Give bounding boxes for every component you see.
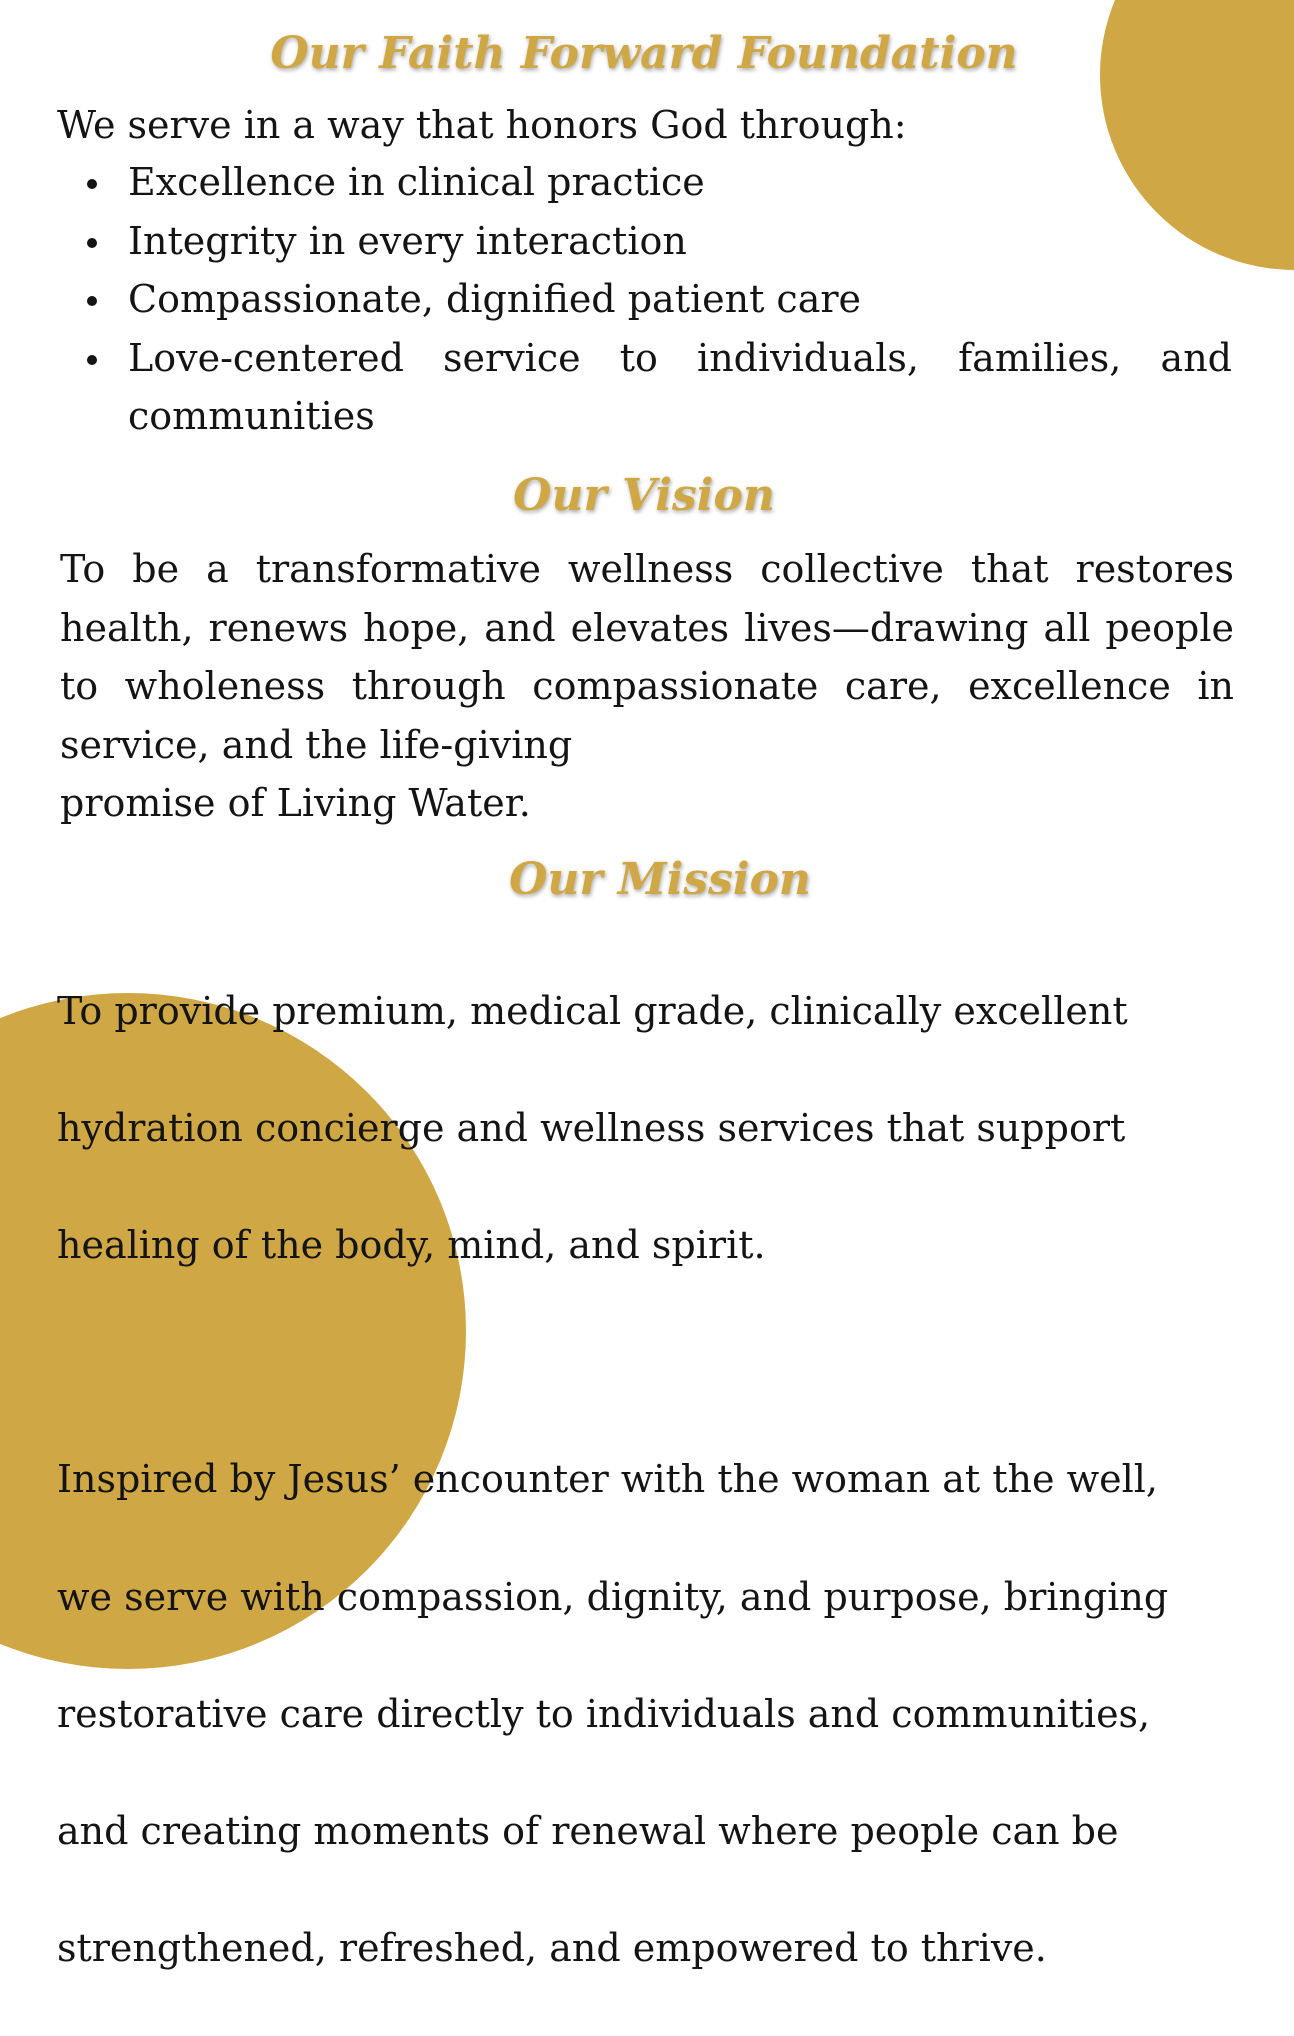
mission-line: Inspired by Jesus’ encounter with the woman at the well, <box>57 1457 1158 1502</box>
mission-paragraph <box>57 923 1257 2036</box>
foundation-intro: We serve in a way that honors God through: <box>57 103 907 147</box>
list-item: Love-centered service to individuals, families, and communities <box>57 329 1232 446</box>
mission-line: healing of the body, mind, and spirit. <box>57 1222 766 1267</box>
foundation-values-list <box>57 153 1232 446</box>
foundation-heading: Our Faith Forward Foundation <box>270 28 1018 79</box>
list-item: Excellence in clinical practice <box>57 153 1232 212</box>
mission-line <box>57 1333 1257 1392</box>
mission-line: restorative care directly to individuals and communities, <box>57 1691 1151 1736</box>
vision-paragraph <box>60 540 1234 833</box>
mission-line: To provide premium, medical grade, clinically excellent <box>57 988 1128 1033</box>
mission-heading: Our Mission <box>509 854 811 905</box>
list-item: Integrity in every interaction <box>57 212 1232 271</box>
list-item: Compassionate, dignified patient care <box>57 270 1232 329</box>
vision-text-end: promise of Living Water. <box>60 781 531 826</box>
mission-line: and creating moments of renewal where people can be <box>57 1808 1119 1853</box>
vision-text-main: To be a transformative wellness collective that restores health, renews hope, and elevates lives—drawing all people to wholeness through compassionate care, excellence in service, and the life-giving <box>60 547 1234 767</box>
mission-line: hydration concierge and wellness services that support <box>57 1105 1126 1150</box>
vision-heading: Our Vision <box>513 470 775 521</box>
mission-line: we serve with compassion, dignity, and purpose, bringing <box>57 1574 1169 1619</box>
mission-line: strengthened, refreshed, and empowered to thrive. <box>57 1926 1047 1971</box>
